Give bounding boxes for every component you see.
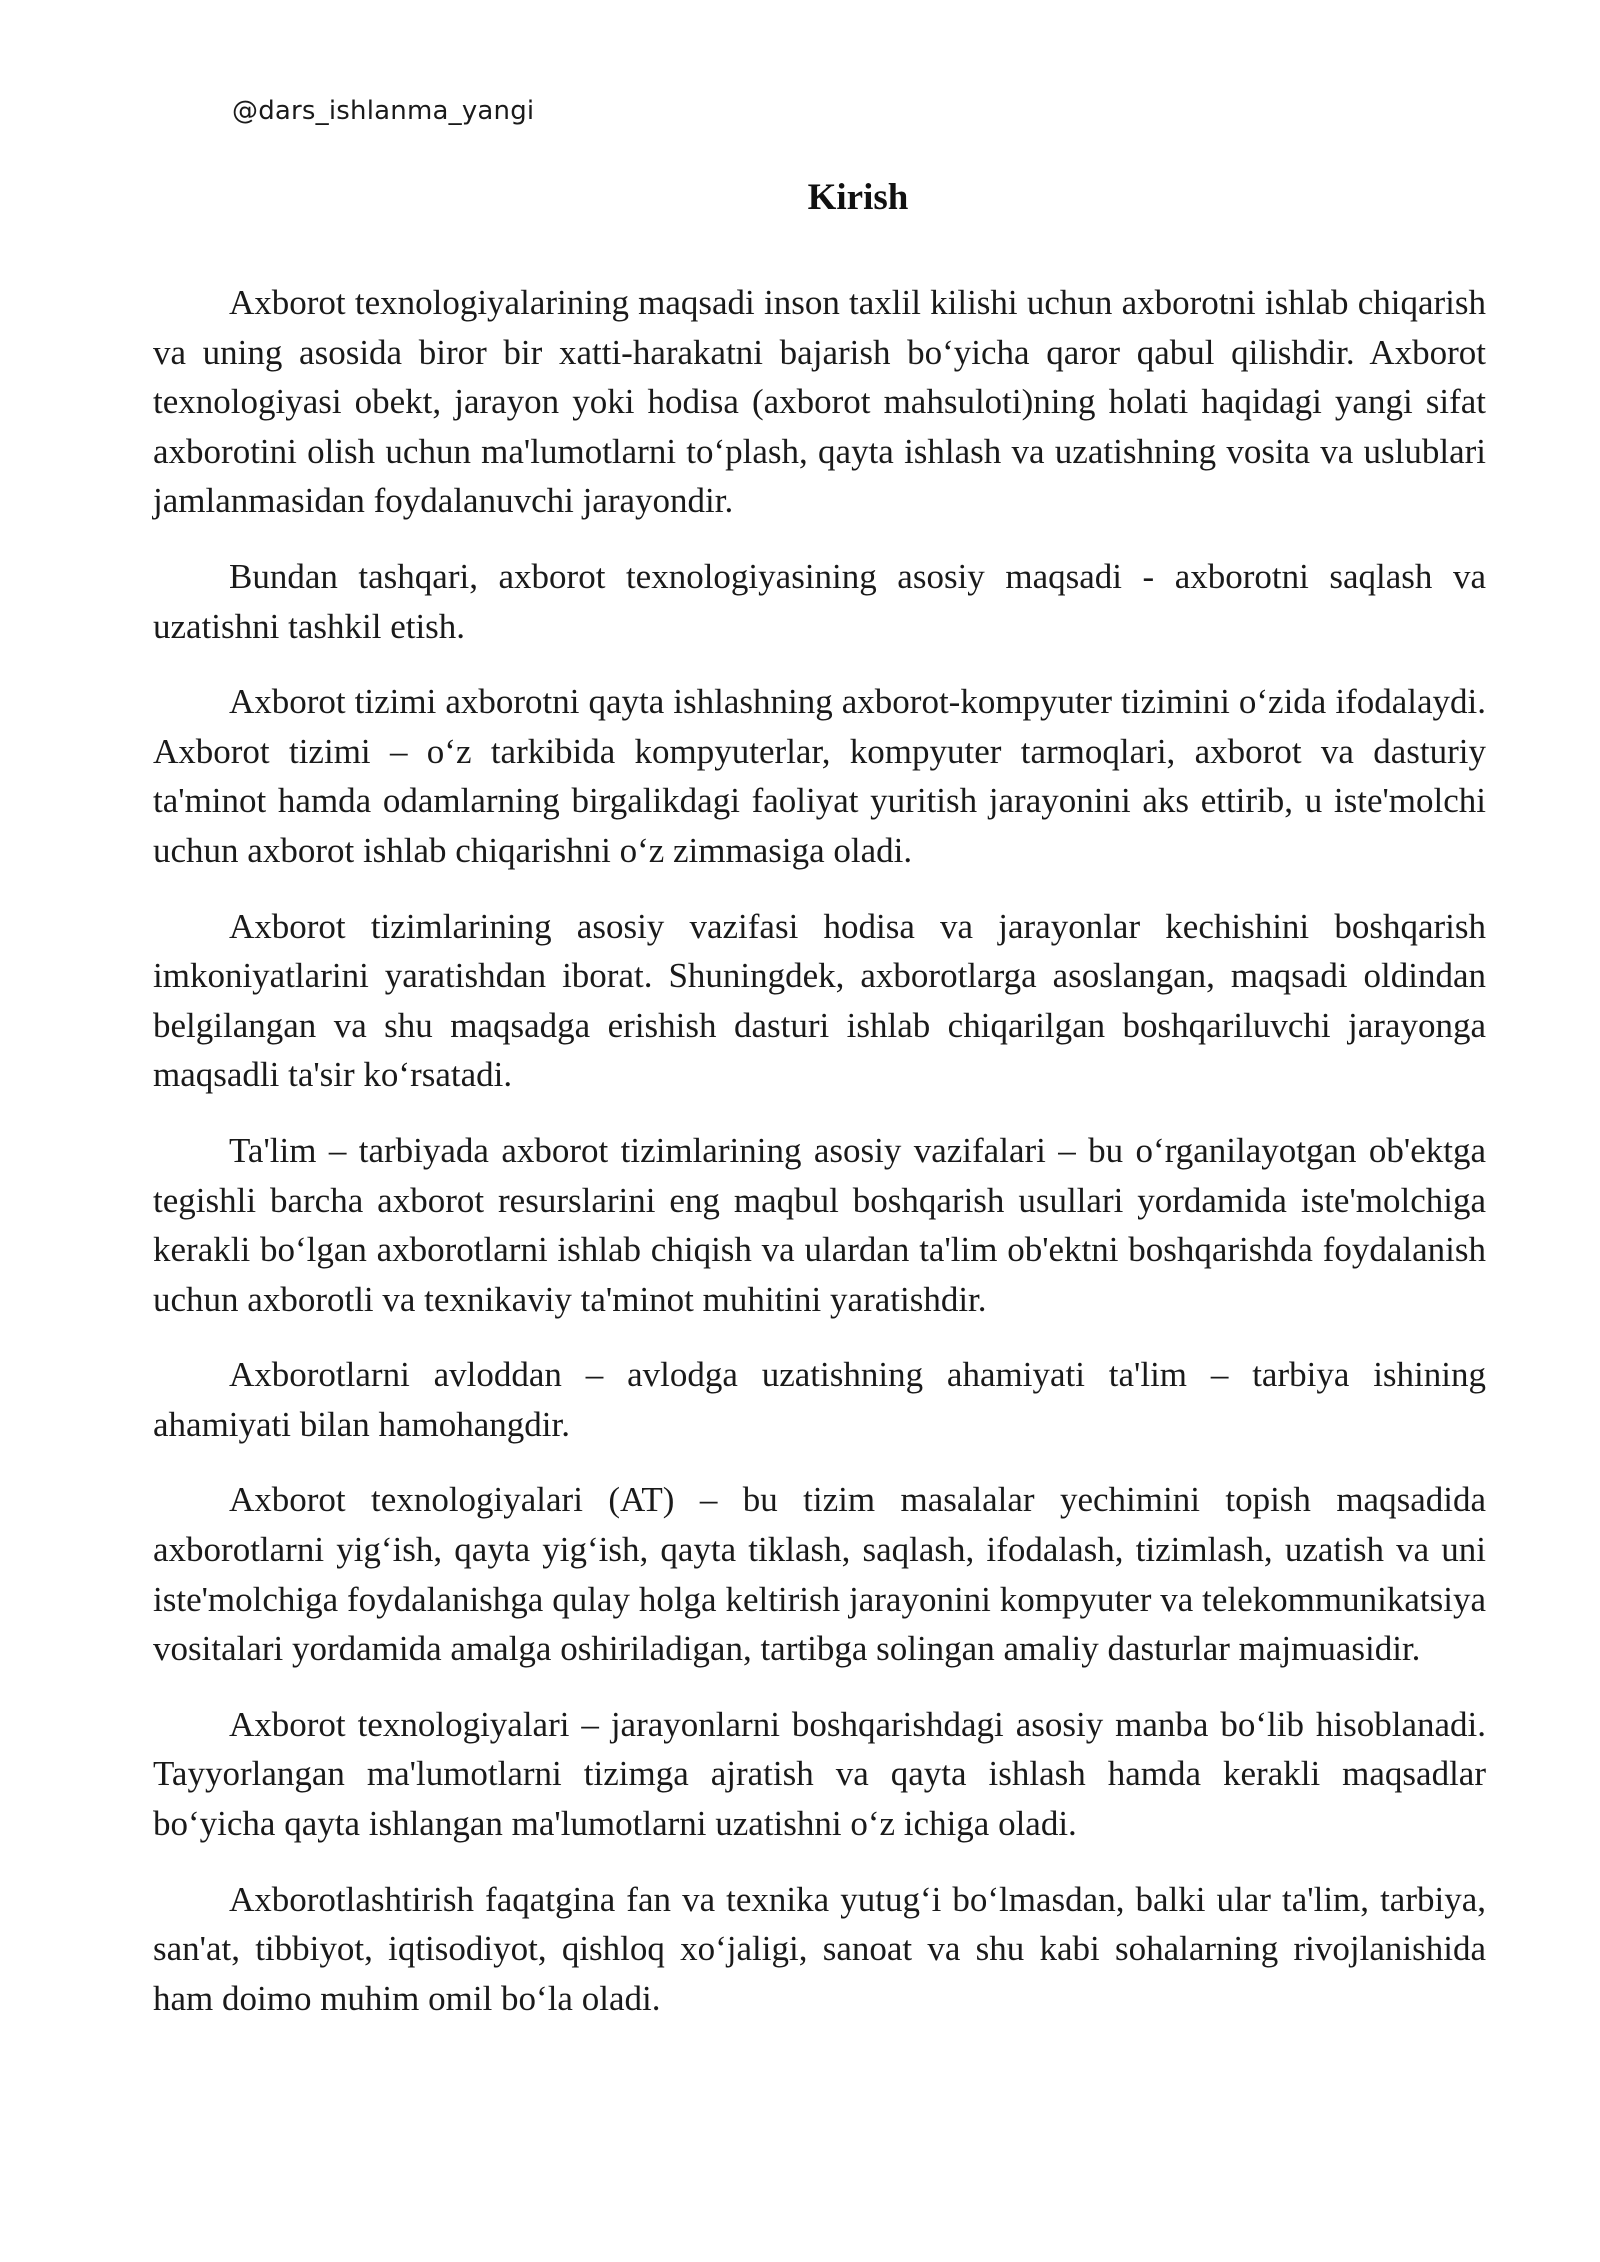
channel-handle: @dars_ishlanma_yangi [232,96,535,126]
paragraph-2: Bundan tashqari, axborot texnologiyasining asosiy maqsadi - axborotni saqlash va uzatishni tashkil etish. [153,556,1486,646]
paragraph-7: Axborot texnologiyalari (AT) – bu tizim masalalar yechimini topish maqsadida axborotlarni yig‘ish, qayta yig‘ish, qayta tiklash, saqlash, ifodalash, tizimlash, uzatish va uni iste'molchiga foydalanishga qulay holga keltirish jarayonini kompyuter va telekommunikatsiya vositalari yordamida amalga oshiriladigan, tartibga solingan amaliy dasturlar majmuasidir. [153,1480,1486,1669]
paragraph-3: Axborot tizimi axborotni qayta ishlashning axborot-kompyuter tizimini o‘zida ifodalaydi. Axborot tizimi – o‘z tarkibida kompyuterlar, kompyuter tarmoqlari, axborot va dasturiy ta'minot hamda odamlarning birgalikdagi faoliyat yuritish jarayonini aks ettirib, u iste'molchi uchun axborot ishlab chiqarishni o‘z zimmasiga oladi. [153,682,1486,870]
paragraph-4: Axborot tizimlarining asosiy vazifasi hodisa va jarayonlar kechishini boshqarish imkoniyatlarini yaratishdan iborat. Shuningdek, axborotlarga asoslangan, maqsadi oldindan belgilangan va shu maqsadga erishish dasturi ishlab chiqarilgan boshqariluvchi jarayonga maqsadli ta'sir ko‘rsatadi. [153,906,1486,1095]
page-title: Kirish [807,177,909,218]
body-text [153,278,1486,2049]
paragraph-9: Axborotlashtirish faqatgina fan va texnika yutug‘i bo‘lmasdan, balki ular ta'lim, tarbiya, san'at, tibbiyot, iqtisodiyot, qishloq xo‘jaligi, sanoat va shu kabi sohalarning rivojlanishida ham doimo muhim omil bo‘la oladi. [153,1879,1486,2018]
paragraph-1: Axborot texnologiyalarining maqsadi inson taxlil kilishi uchun axborotni ishlab chiqarish va uning asosida biror bir xatti-harakatni bajarish bo‘yicha qaror qabul qilishdir. Axborot texnologiyasi obekt, jarayon yoki hodisa (axborot mahsuloti)ning holati haqidagi yangi sifat axborotini olish uchun ma'lumotlarni to‘plash, qayta ishlash va uzatishning vosita va uslublari jamlanmasidan foydalanuvchi jarayondir. [153,283,1486,521]
paragraph-8: Axborot texnologiyalari – jarayonlarni boshqarishdagi asosiy manba bo‘lib hisoblanadi. Tayyorlangan ma'lumotlarni tizimga ajratish va qayta ishlash hamda kerakli maqsadlar bo‘yicha qayta ishlangan ma'lumotlarni uzatishni o‘z ichiga oladi. [153,1704,1486,1844]
paragraph-6: Axborotlarni avloddan – avlodga uzatishning ahamiyati ta'lim – tarbiya ishining ahamiyati bilan hamohangdir. [153,1355,1486,1444]
paragraph-5: Ta'lim – tarbiyada axborot tizimlarining asosiy vazifalari – bu o‘rganilayotgan ob'ektga tegishli barcha axborot resurslarini eng maqbul boshqarish usullari yordamida iste'molchiga kerakli bo‘lgan axborotlarni ishlab chiqish va ulardan ta'lim ob'ektni boshqarishda foydalanish uchun axborotli va texnikaviy ta'minot muhitini yaratishdir. [153,1130,1486,1319]
